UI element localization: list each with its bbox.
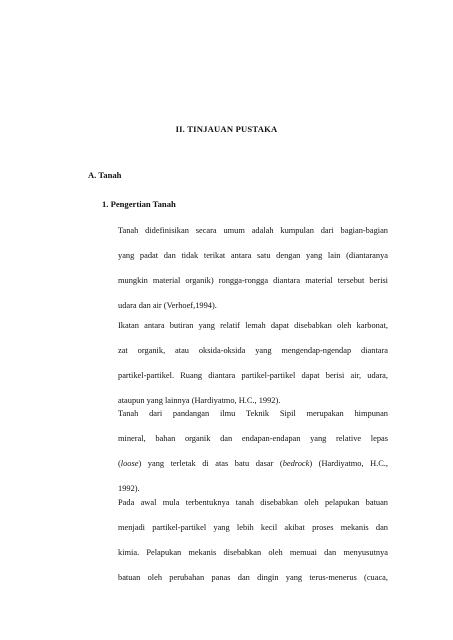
italic-term: bedrock xyxy=(282,459,310,468)
paragraph-civil-engineering-view xyxy=(118,408,388,508)
paragraph-line: zat organik, atau oksida-oksida yang mengendap-ngendap diantara xyxy=(118,346,388,355)
paragraph-line: kimia. Pelapukan mekanis disebabkan oleh memuai dan menyusutnya xyxy=(118,548,388,557)
paragraph-line: partikel-partikel. Ruang diantara partikel-partikel dapat berisi air, udara, xyxy=(118,371,388,380)
italic-term: loose xyxy=(120,459,139,468)
section-heading: A. Tanah xyxy=(88,170,122,180)
paragraph-line: yang padat dan tidak terikat antara satu dengan yang lain (diantaranya xyxy=(118,251,388,260)
paragraph-soil-definition xyxy=(118,225,388,325)
chapter-title: II. TINJAUAN PUSTAKA xyxy=(175,124,278,134)
paragraph-line: Pada awal mula terbentuknya tanah disebabkan oleh pelapukan batuan xyxy=(118,498,388,507)
subsection-heading: 1. Pengertian Tanah xyxy=(102,199,176,209)
paragraph-line: udara dan air (Verhoef,1994). xyxy=(118,301,217,310)
paragraph-line: mungkin material organik) rongga-rongga diantara material tersebut berisi xyxy=(118,276,388,285)
paragraph-soil-formation xyxy=(118,497,388,597)
paragraph-line: menjadi partikel-partikel yang lebih kecil akibat proses mekanis dan xyxy=(118,523,388,532)
paragraph-line: Tanah dari pandangan ilmu Teknik Sipil merupakan himpunan xyxy=(118,409,388,418)
paragraph-line: batuan oleh perubahan panas dan dingin yang terus-menerus (cuaca, xyxy=(118,573,388,582)
paragraph-line: 1992). xyxy=(118,484,140,493)
paragraph-line: mineral, bahan organik dan endapan-endapan yang relative lepas xyxy=(118,434,388,443)
paragraph-line: ataupun yang lainnya (Hardiyatmo, H.C., 1992). xyxy=(118,396,281,405)
paragraph-grain-bonding xyxy=(118,320,388,420)
paragraph-line: (loose) yang terletak di atas batu dasar (bedrock) (Hardiyatmo, H.C., xyxy=(118,459,388,468)
paragraph-line: Tanah didefinisikan secara umum adalah kumpulan dari bagian-bagian xyxy=(118,226,388,235)
paragraph-line: Ikatan antara butiran yang relatif lemah dapat disebabkan oleh karbonat, xyxy=(118,321,388,330)
